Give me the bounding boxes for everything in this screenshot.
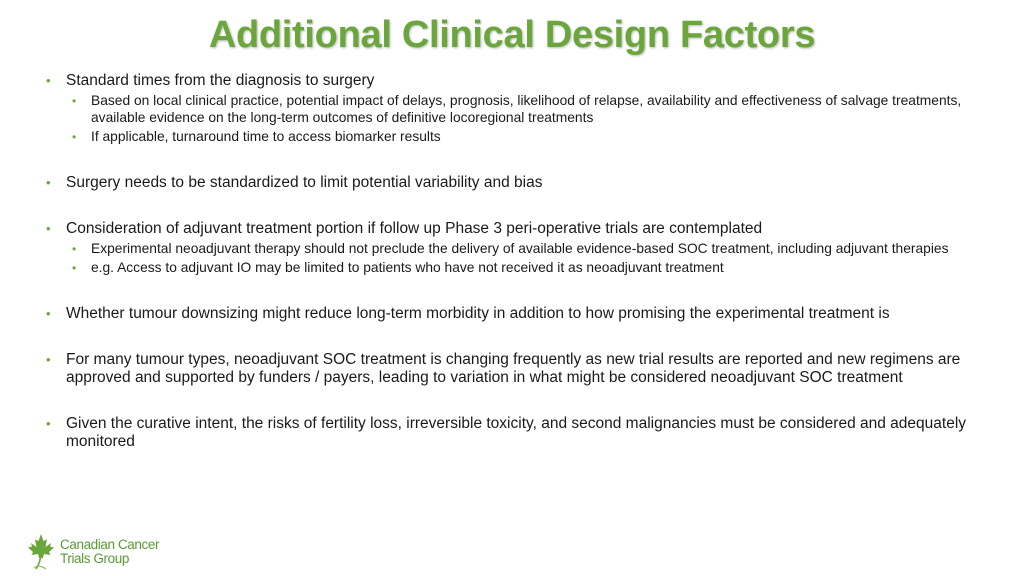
logo-line-2: Trials Group bbox=[60, 551, 129, 566]
slide-title: Additional Clinical Design Factors bbox=[208, 14, 816, 56]
bullet-item bbox=[44, 305, 994, 323]
maple-leaf-icon bbox=[26, 532, 56, 572]
logo-line-1: Canadian Cancer bbox=[60, 537, 160, 552]
bullet-icon: • bbox=[46, 73, 51, 88]
bullet-icon: • bbox=[46, 415, 51, 431]
bullet-text: Surgery needs to be standardized to limit potential variability and bias bbox=[66, 173, 543, 191]
bullet-icon: • bbox=[72, 261, 77, 275]
sub-bullet-text: If applicable, turnaround time to access biomarker results bbox=[91, 129, 441, 144]
sub-bullet-list bbox=[66, 241, 994, 277]
sub-bullet-item bbox=[66, 129, 994, 146]
bullet-item bbox=[44, 220, 994, 277]
sub-bullet-text: Based on local clinical practice, potential impact of delays, prognosis, likelihood of relapse, availability and effectiveness of salvage treatments, available evidence on the long-term outcomes of definitive locoregional treatments bbox=[91, 93, 962, 125]
sub-bullet-list bbox=[66, 93, 994, 146]
bullet-text: Given the curative intent, the risks of fertility loss, irreversible toxicity, and second malignancies must be considered and adequately monitored bbox=[66, 414, 967, 450]
bullet-icon: • bbox=[72, 94, 77, 108]
bullet-icon: • bbox=[72, 241, 77, 256]
bullet-icon: • bbox=[72, 130, 77, 144]
bullet-item bbox=[44, 72, 994, 146]
bullet-text: Whether tumour downsizing might reduce long-term morbidity in addition to how promising the experimental treatment is bbox=[66, 304, 890, 322]
bullet-text: Standard times from the diagnosis to surgery bbox=[66, 72, 375, 89]
organization-logo bbox=[26, 530, 186, 574]
logo-text bbox=[60, 538, 159, 566]
bullet-icon: • bbox=[46, 351, 51, 367]
bullet-icon: • bbox=[46, 220, 51, 236]
bullet-item bbox=[44, 415, 994, 451]
bullet-list bbox=[44, 72, 994, 451]
sub-bullet-item bbox=[66, 241, 994, 258]
sub-bullet-item bbox=[66, 93, 994, 126]
sub-bullet-text: e.g. Access to adjuvant IO may be limited to patients who have not received it as neoadjuvant treatment bbox=[91, 260, 724, 275]
bullet-icon: • bbox=[46, 174, 51, 190]
sub-bullet-text: Experimental neoadjuvant therapy should not preclude the delivery of available evidence-based SOC treatment, including adjuvant therapies bbox=[91, 240, 949, 256]
bullet-text: Consideration of adjuvant treatment portion if follow up Phase 3 peri-operative trials are contemplated bbox=[66, 219, 763, 237]
sub-bullet-item bbox=[66, 260, 994, 277]
bullet-item bbox=[44, 174, 994, 192]
bullet-text: For many tumour types, neoadjuvant SOC treatment is changing frequently as new trial results are reported and new regimens are approved and supported by funders / payers, leading to variation in what might be considered neoadjuvant SOC treatment bbox=[66, 350, 961, 386]
bullet-icon: • bbox=[46, 305, 51, 321]
bullet-item bbox=[44, 351, 994, 387]
